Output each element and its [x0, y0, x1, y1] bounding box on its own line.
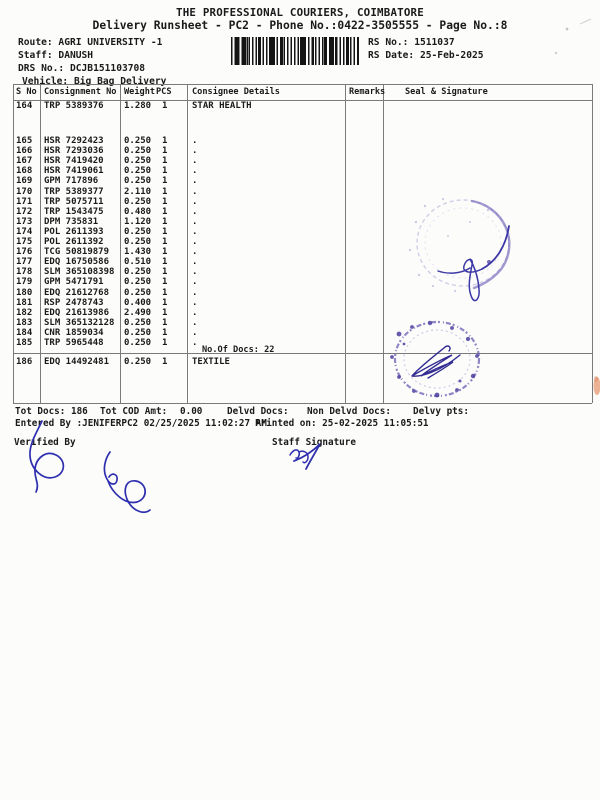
cell-pcs: 1 — [162, 156, 168, 167]
verified-by-label: Verified By — [14, 437, 76, 448]
cell-consignment-no: EDQ 14492481 — [44, 356, 110, 367]
cell-consignment-no: POL 2611393 — [44, 226, 104, 237]
cell-weight: 0.250 — [124, 136, 152, 146]
rs-no-line: RS No.: 1511037 — [368, 37, 455, 48]
cell-consignment-no: GPM 5471791 — [44, 277, 104, 288]
cell-consignee: . — [192, 307, 198, 318]
cell-weight: 0.250 — [124, 338, 152, 348]
tot-cod-value: 0.00 — [180, 405, 203, 417]
cell-pcs: 1 — [162, 216, 168, 227]
verified-by-signature — [30, 421, 63, 492]
cell-weight: 0.400 — [124, 297, 152, 308]
cell-consignment-no: TRP 5389377 — [44, 186, 104, 197]
staff-signature-label: Staff Signature — [272, 437, 356, 448]
cell-s-no: 166 — [16, 146, 33, 157]
table-horizontal-line — [13, 353, 592, 354]
table-row — [0, 207, 600, 217]
table-row — [0, 136, 600, 146]
cell-weight: 0.250 — [124, 156, 152, 167]
cell-pcs: 1 — [162, 146, 168, 157]
cell-pcs: 1 — [162, 101, 168, 111]
cell-s-no: 169 — [16, 176, 33, 187]
table-row — [0, 357, 600, 367]
table-horizontal-line — [13, 403, 592, 404]
cell-consignment-no: SLM 365132128 — [44, 317, 115, 328]
cell-consignment-no: EDQ 21613986 — [44, 307, 110, 318]
cell-consignee: . — [192, 166, 198, 177]
table-row — [0, 101, 600, 111]
cell-weight: 0.510 — [124, 257, 152, 268]
cell-consignee: . — [192, 156, 198, 167]
cell-consignment-no: HSR 7293036 — [44, 146, 104, 157]
cell-consignee: . — [192, 297, 198, 308]
table-row — [0, 217, 600, 227]
cell-s-no: 174 — [16, 226, 33, 237]
cell-s-no: 186 — [16, 356, 33, 367]
cell-consignee: . — [192, 186, 198, 197]
barcode-image — [231, 37, 359, 65]
cell-consignee: . — [192, 247, 198, 258]
table-row — [0, 308, 600, 318]
table-row — [0, 328, 600, 338]
cell-weight: 1.280 — [124, 101, 152, 111]
cell-consignee: . — [192, 317, 198, 328]
table-row — [0, 227, 600, 237]
cell-s-no: 175 — [16, 237, 33, 247]
cell-weight: 0.250 — [124, 166, 152, 177]
cell-consignee: . — [192, 287, 198, 298]
cell-pcs: 1 — [162, 247, 168, 258]
cell-consignee: . — [192, 136, 198, 146]
cell-consignee: . — [192, 327, 198, 338]
no-of-docs-note: No.Of Docs: 22 — [202, 344, 275, 355]
printed-on-line: Printed on: 25-02-2025 11:05:51 — [255, 417, 429, 429]
cell-pcs: 1 — [162, 166, 168, 177]
cell-s-no: 165 — [16, 136, 33, 146]
cell-pcs: 1 — [162, 186, 168, 197]
non-delvd-docs-label: Non Delvd Docs: — [307, 405, 391, 417]
table-row — [0, 298, 600, 308]
column-header-pcs: PCS — [156, 87, 172, 97]
table-row — [0, 146, 600, 156]
cell-s-no: 176 — [16, 247, 33, 258]
cell-pcs: 1 — [162, 356, 168, 367]
cell-consignment-no: HSR 7419061 — [44, 166, 104, 177]
table-row — [0, 277, 600, 287]
staff-line: Staff: DANUSH — [18, 49, 94, 61]
cell-consignment-no: EDQ 16750586 — [44, 257, 110, 268]
cell-pcs: 1 — [162, 196, 168, 207]
cell-weight: 0.250 — [124, 146, 152, 157]
column-header-remarks: Remarks — [349, 87, 386, 97]
cell-pcs: 1 — [162, 297, 168, 308]
cell-consignee: . — [192, 196, 198, 207]
cell-weight: 0.250 — [124, 176, 152, 187]
cell-s-no: 168 — [16, 166, 33, 177]
vehicle-line: Vehicle: Big Bag Delivery — [22, 75, 167, 87]
cell-s-no: 171 — [16, 196, 33, 207]
cell-s-no: 173 — [16, 216, 33, 227]
cell-weight: 0.250 — [124, 196, 152, 207]
column-header-s-no: S No — [16, 87, 37, 97]
table-row — [0, 197, 600, 207]
cell-weight: 0.250 — [124, 327, 152, 338]
cell-consignment-no: GPM 717896 — [44, 176, 99, 187]
cell-consignee: . — [192, 257, 198, 268]
cell-consignee: . — [192, 206, 198, 217]
cell-weight: 0.250 — [124, 317, 152, 328]
cell-pcs: 1 — [162, 176, 168, 187]
cell-consignment-no: HSR 7419420 — [44, 156, 104, 167]
cell-consignment-no: CNR 1859034 — [44, 327, 104, 338]
cell-consignee: . — [192, 216, 198, 227]
drs-no-line: DRS No.: DCJB151103708 — [18, 62, 146, 74]
cell-weight: 0.250 — [124, 226, 152, 237]
cell-s-no: 177 — [16, 257, 33, 268]
cell-pcs: 1 — [162, 317, 168, 328]
cell-s-no: 172 — [16, 206, 33, 217]
cell-pcs: 1 — [162, 277, 168, 288]
cell-s-no: 179 — [16, 277, 33, 288]
cell-s-no: 167 — [16, 156, 33, 167]
cell-consignee: . — [192, 146, 198, 157]
edge-smudge — [594, 376, 600, 395]
column-header-consignment-no: Consignment No — [44, 87, 117, 97]
table-row — [0, 288, 600, 298]
cell-consignment-no: TRP 5965448 — [44, 338, 104, 348]
cell-s-no: 181 — [16, 297, 33, 308]
cell-weight: 0.250 — [124, 277, 152, 288]
cell-pcs: 1 — [162, 327, 168, 338]
cell-weight: 1.120 — [124, 216, 152, 227]
cell-consignee: . — [192, 176, 198, 187]
cell-weight: 2.110 — [124, 186, 152, 197]
cell-s-no: 164 — [16, 101, 33, 111]
cell-pcs: 1 — [162, 307, 168, 318]
cell-pcs: 1 — [162, 257, 168, 268]
cell-s-no: 183 — [16, 317, 33, 328]
table-row — [0, 267, 600, 277]
table-row — [0, 257, 600, 267]
cell-consignee: . — [192, 226, 198, 237]
cell-consignment-no: EDQ 21612768 — [44, 287, 110, 298]
company-title: THE PROFESSIONAL COURIERS, COIMBATORE — [176, 6, 424, 19]
cell-consignment-no: RSP 2478743 — [44, 297, 104, 308]
cell-s-no: 178 — [16, 267, 33, 278]
cell-consignment-no: SLM 365108398 — [44, 267, 115, 278]
table-horizontal-line — [13, 84, 592, 85]
cell-pcs: 1 — [162, 237, 168, 247]
table-row — [0, 338, 600, 348]
cell-pcs: 1 — [162, 287, 168, 298]
tot-docs: Tot Docs: 186 — [15, 405, 88, 417]
cell-s-no: 182 — [16, 307, 33, 318]
table-row — [0, 318, 600, 328]
cell-weight: 0.250 — [124, 356, 152, 367]
cell-consignment-no: TRP 1543475 — [44, 206, 104, 217]
cell-pcs: 1 — [162, 206, 168, 217]
cell-pcs: 1 — [162, 267, 168, 278]
tot-cod-label: Tot COD Amt: — [100, 405, 168, 417]
cell-s-no: 184 — [16, 327, 33, 338]
cell-consignment-no: TRP 5389376 — [44, 101, 104, 111]
cell-weight: 0.250 — [124, 237, 152, 247]
cell-pcs: 1 — [162, 136, 168, 146]
cell-weight: 0.480 — [124, 206, 152, 217]
table-row — [0, 237, 600, 247]
table-row — [0, 176, 600, 186]
table-row — [0, 187, 600, 197]
cell-pcs: 1 — [162, 226, 168, 237]
cell-consignee: . — [192, 338, 198, 348]
column-header-consignee: Consignee Details — [192, 87, 280, 97]
rs-date-line: RS Date: 25-Feb-2025 — [368, 49, 484, 61]
cell-consignee: . — [192, 267, 198, 278]
column-header-seal: Seal & Signature — [405, 87, 488, 97]
delvd-docs-label: Delvd Docs: — [227, 405, 289, 417]
cell-s-no: 180 — [16, 287, 33, 298]
column-header-weight: Weight — [124, 87, 156, 97]
cell-weight: 0.250 — [124, 267, 152, 278]
cell-consignment-no: TRP 5075711 — [44, 196, 104, 207]
cell-s-no: 170 — [16, 186, 33, 197]
cell-consignee: TEXTILE — [192, 356, 230, 367]
cell-consignee: . — [192, 277, 198, 288]
delvy-pts-label: Delvy pts: — [413, 405, 469, 417]
cell-s-no: 185 — [16, 338, 33, 348]
cell-consignee: . — [192, 237, 198, 247]
cell-consignment-no: POL 2611392 — [44, 237, 104, 247]
table-row — [0, 247, 600, 257]
table-row — [0, 166, 600, 176]
runsheet-title: Delivery Runsheet - PC2 - Phone No.:0422-3505555 - Page No.:8 — [92, 19, 508, 32]
cell-consignment-no: TCG 50819879 — [44, 247, 110, 258]
entered-by-line: Entered By :JENIFERPC2 02/25/2025 11:02:27 AM — [15, 417, 267, 429]
cell-pcs: 1 — [162, 338, 168, 348]
cell-weight: 0.250 — [124, 287, 152, 298]
cell-weight: 2.490 — [124, 307, 152, 318]
second-signature-flourish — [104, 452, 150, 512]
cell-consignee: STAR HEALTH — [192, 101, 252, 111]
cell-consignment-no: DPM 735831 — [44, 216, 99, 227]
table-row — [0, 156, 600, 166]
cell-consignment-no: HSR 7292423 — [44, 136, 104, 146]
route-line: Route: AGRI UNIVERSITY -1 — [18, 37, 163, 48]
cell-weight: 1.430 — [124, 247, 152, 258]
